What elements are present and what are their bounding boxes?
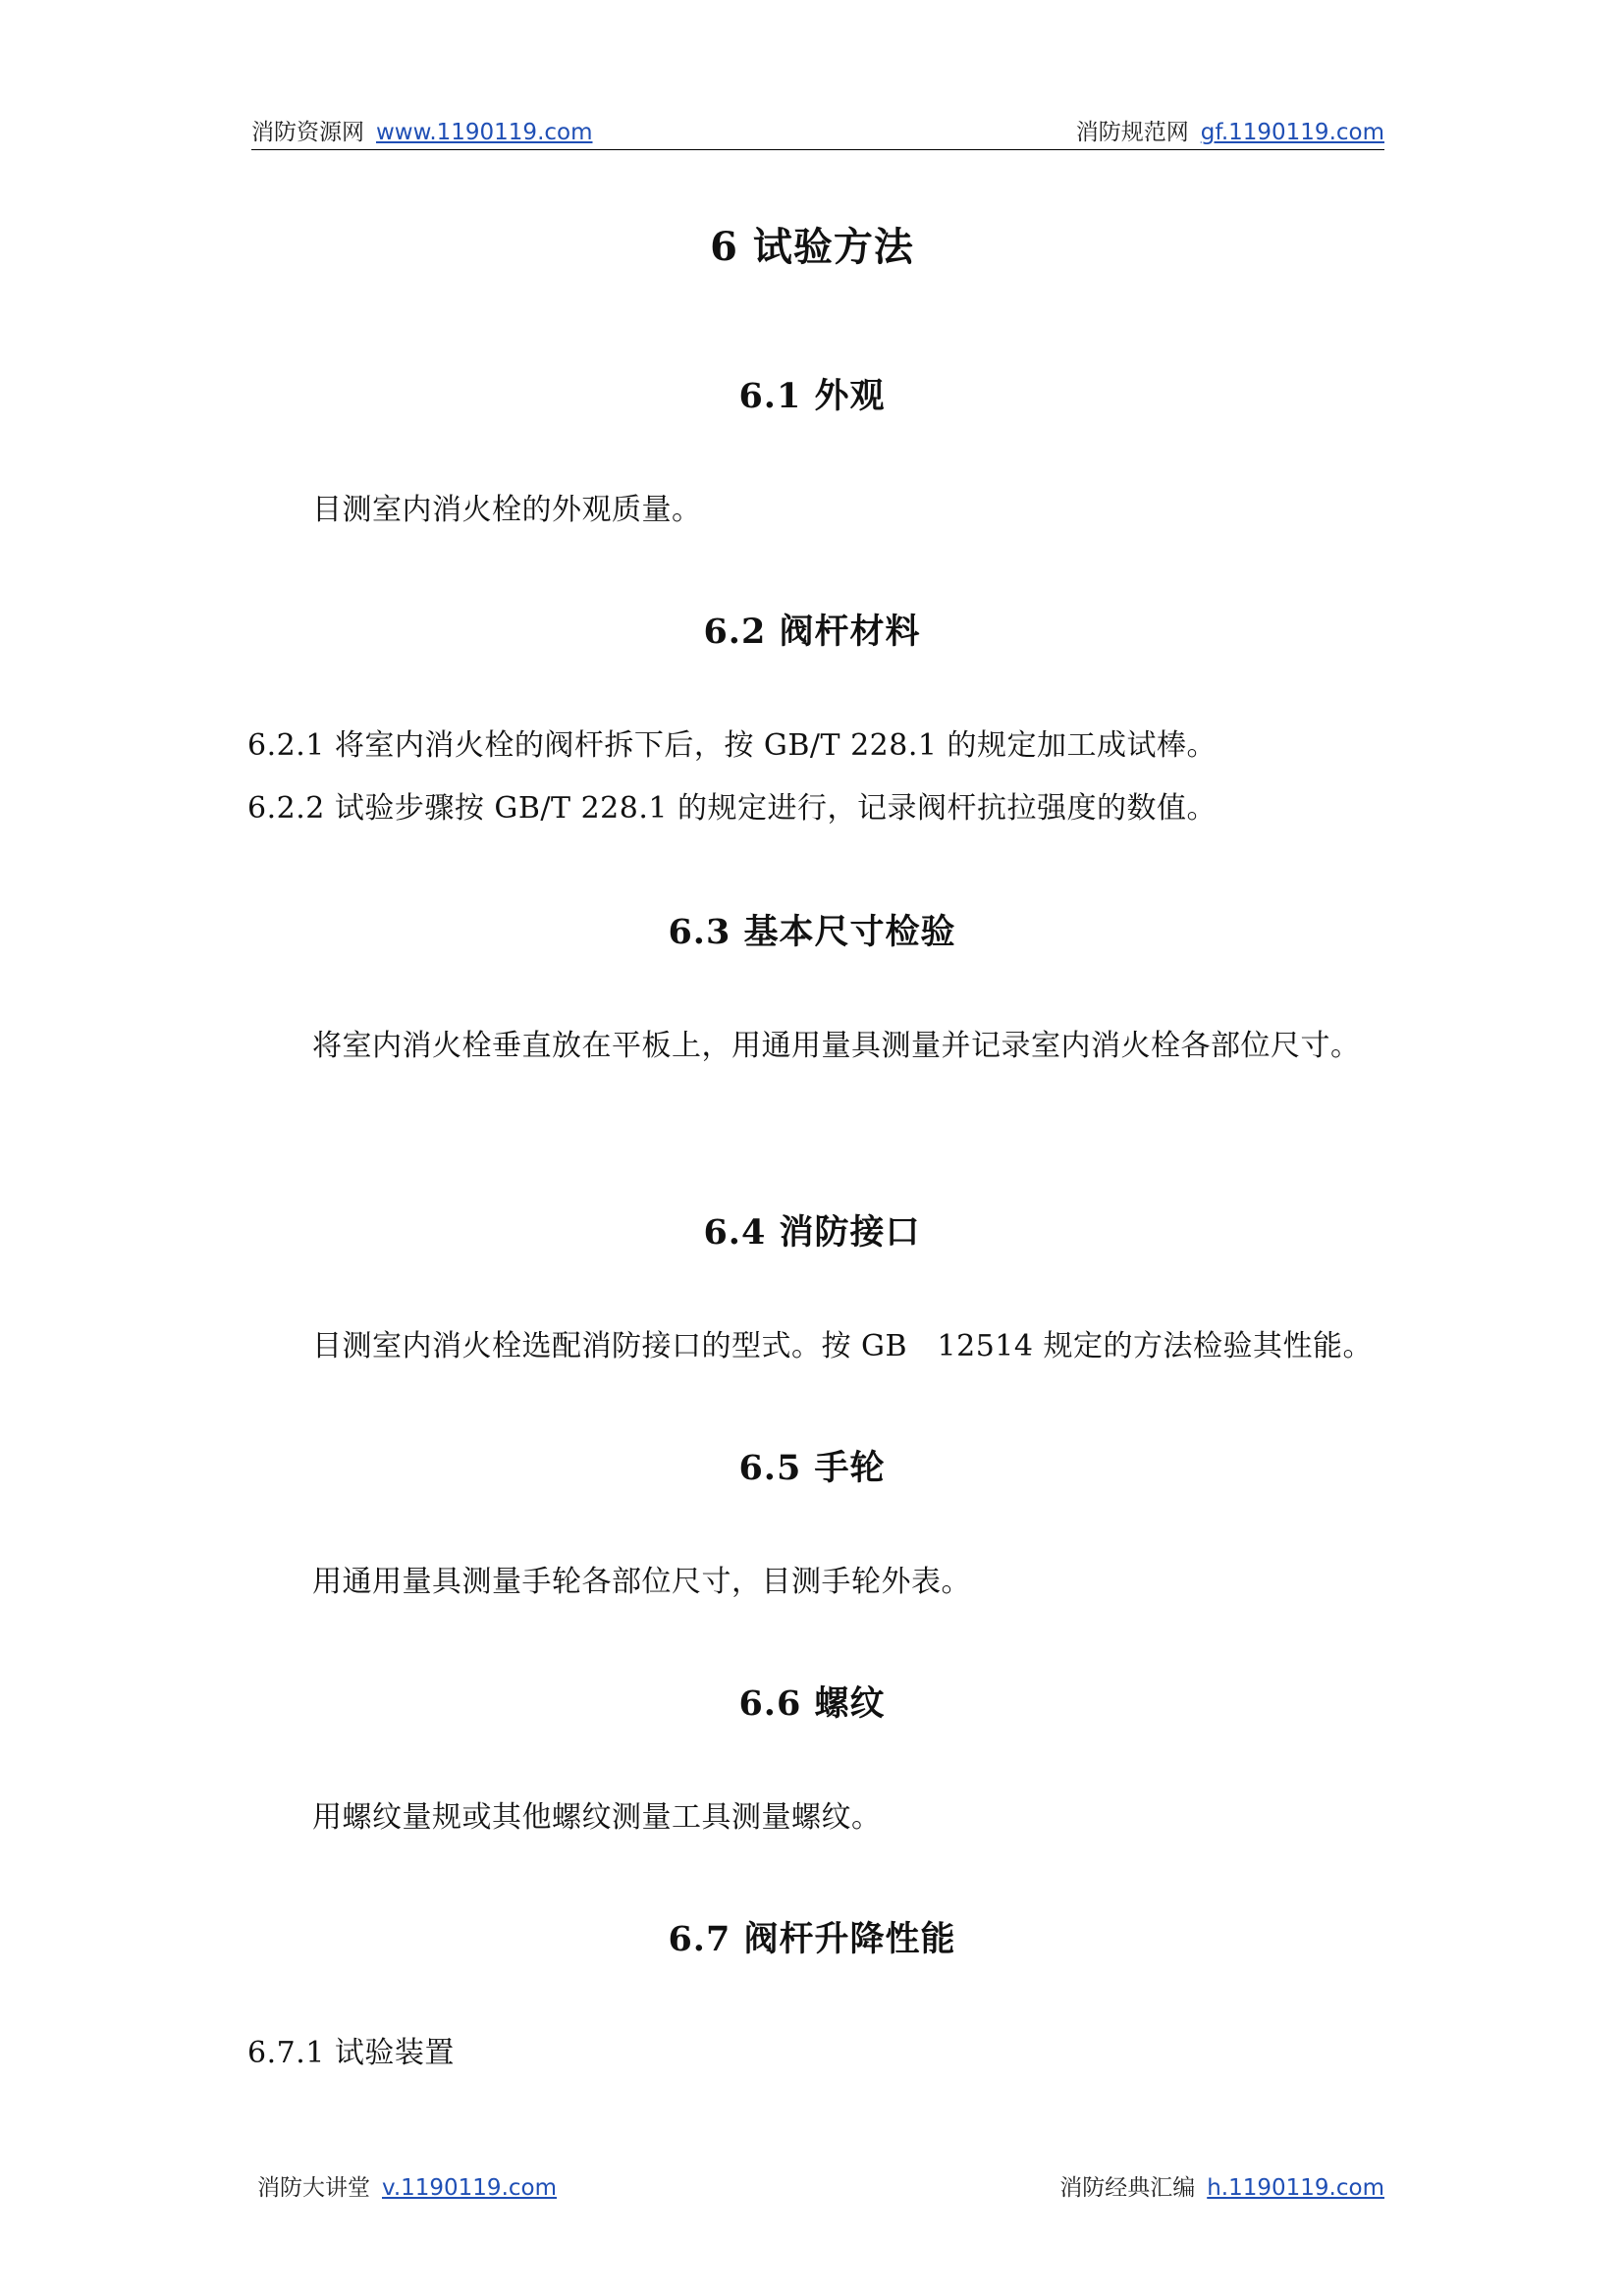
footer-left: [257, 2171, 557, 2205]
paragraph-6-7-1: 6.7.1 试验装置: [247, 2036, 455, 2070]
section-heading-6-4: 6.4 消防接口: [703, 1212, 921, 1253]
page-header: [251, 116, 1384, 150]
footer-right-label: 消防经典汇编: [1059, 2175, 1196, 2201]
paragraph-6-1: 目测室内消火栓的外观质量。: [312, 493, 702, 527]
paragraph-6-5: 用通用量具测量手轮各部位尺寸，目测手轮外表。: [312, 1565, 971, 1599]
paragraph-6-4: 目测室内消火栓选配消防接口的型式。按 GB 12514 规定的方法检验其性能。: [312, 1329, 1374, 1363]
section-heading-6-2: 6.2 阀杆材料: [703, 612, 921, 652]
header-right-link[interactable]: gf.1190119.com: [1200, 120, 1384, 145]
header-left-label: 消防资源网: [251, 120, 364, 145]
footer-left-link[interactable]: v.1190119.com: [382, 2175, 558, 2201]
header-left-link[interactable]: www.1190119.com: [376, 120, 593, 145]
paragraph-6-2-2: 6.2.2 试验步骤按 GB/T 228.1 的规定进行，记录阀杆抗拉强度的数值。: [247, 791, 1217, 826]
paragraph-6-2-1: 6.2.1 将室内消火栓的阀杆拆下后，按 GB/T 228.1 的规定加工成试棒。: [247, 728, 1217, 763]
section-heading-6-3: 6.3 基本尺寸检验: [668, 912, 956, 952]
page-footer: [251, 2171, 1384, 2205]
footer-right-link[interactable]: h.1190119.com: [1207, 2175, 1384, 2201]
header-right: [1076, 116, 1384, 149]
chapter-title: 6 试验方法: [710, 224, 914, 270]
paragraph-6-6: 用螺纹量规或其他螺纹测量工具测量螺纹。: [312, 1800, 882, 1835]
section-heading-6-1: 6.1 外观: [738, 376, 886, 416]
section-heading-6-5: 6.5 手轮: [738, 1448, 886, 1488]
footer-left-label: 消防大讲堂: [257, 2175, 370, 2201]
footer-right: [1059, 2171, 1384, 2205]
header-right-label: 消防规范网: [1075, 120, 1189, 145]
section-heading-6-7: 6.7 阀杆升降性能: [668, 1919, 956, 1959]
header-left: [251, 116, 593, 149]
section-heading-6-6: 6.6 螺纹: [738, 1683, 886, 1724]
paragraph-6-3: 将室内消火栓垂直放在平板上，用通用量具测量并记录室内消火栓各部位尺寸。: [312, 1029, 1361, 1063]
